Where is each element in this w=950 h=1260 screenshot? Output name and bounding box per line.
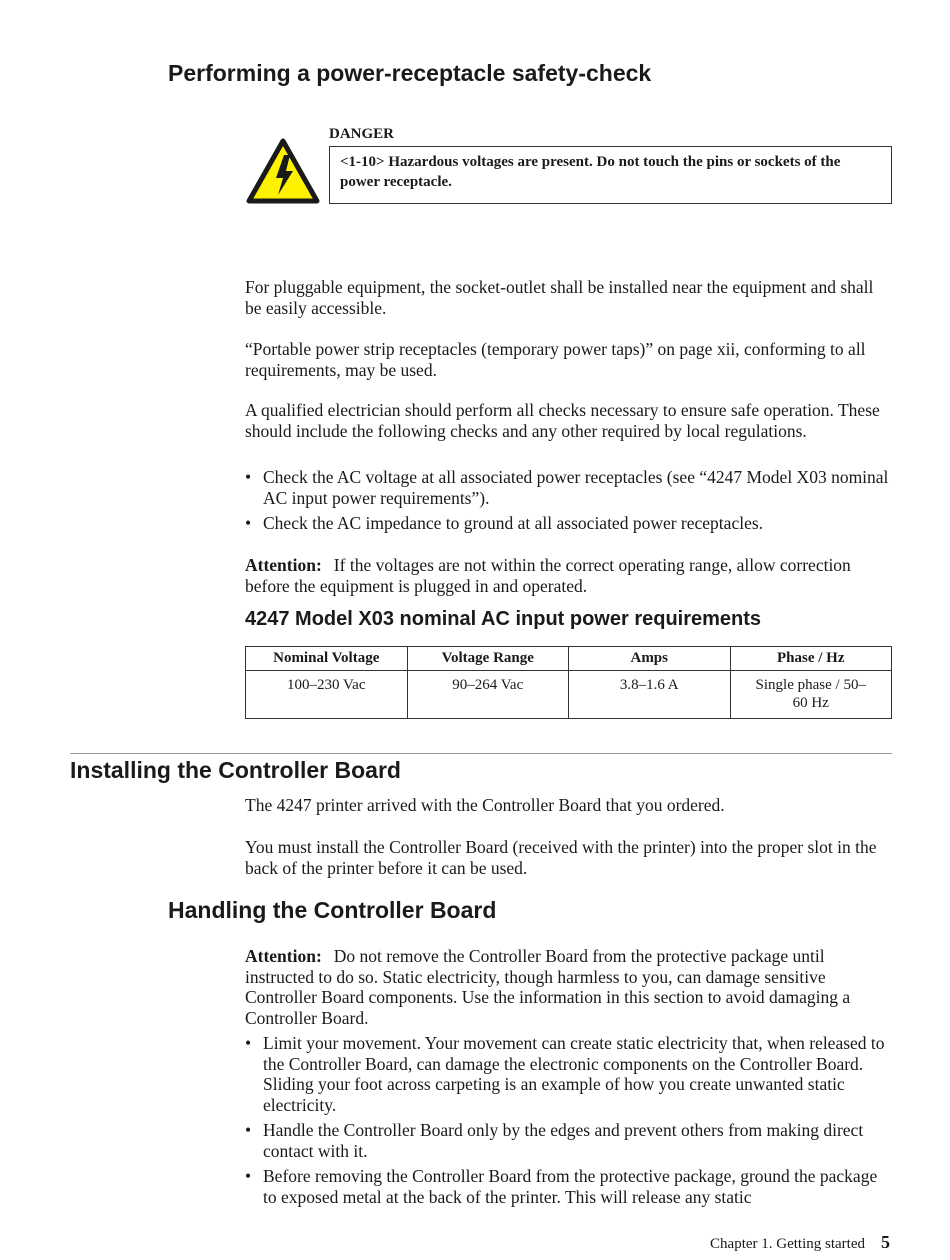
table-row bbox=[246, 671, 892, 719]
page-footer bbox=[710, 1232, 890, 1253]
table-cell: 3.8–1.6 A bbox=[569, 671, 731, 719]
list-item: • Before removing the Controller Board from the protective package, ground the package to exposed metal at the back of the printer. This will release any static bbox=[245, 1166, 893, 1207]
paragraph: “Portable power strip receptacles (temporary power taps)” on page xii, conforming to all requirements, may be used. bbox=[245, 339, 866, 380]
paragraph: A qualified electrician should perform all checks necessary to ensure safe operation. These should include the following checks and any other required by local regulations. bbox=[245, 400, 880, 441]
table-cell: 100–230 Vac bbox=[246, 671, 408, 719]
column-header: Voltage Range bbox=[407, 647, 569, 671]
paragraph: You must install the Controller Board (received with the printer) into the proper slot in the back of the printer before it can be used. bbox=[245, 837, 877, 878]
attention-text: Do not remove the Controller Board from the protective package until instructed to do so. Static electricity, though harmless to you, can damage sensitive Controller Board components. Use the information in this section to avoid damaging a Controller Board. bbox=[245, 946, 851, 1028]
table-cell: 90–264 Vac bbox=[407, 671, 569, 719]
section-title-installing: Installing the Controller Board bbox=[70, 757, 401, 783]
page-number: 5 bbox=[881, 1232, 890, 1252]
list-item: • Check the AC impedance to ground at all associated power receptacles. bbox=[245, 513, 893, 534]
list-item: • Check the AC voltage at all associated power receptacles (see “4247 Model X03 nominal AC input power requirements”). bbox=[245, 467, 893, 508]
table-header-row bbox=[246, 647, 892, 671]
column-header: Phase / Hz bbox=[730, 647, 892, 671]
attention-note bbox=[245, 946, 893, 1028]
power-requirements-table bbox=[245, 646, 892, 719]
section-title-safety-check: Performing a power-receptacle safety-check bbox=[168, 60, 652, 86]
column-header: Amps bbox=[569, 647, 731, 671]
danger-label: DANGER bbox=[329, 126, 395, 142]
table-cell: Single phase / 50–60 Hz bbox=[730, 671, 892, 719]
attention-label: Attention: bbox=[245, 555, 322, 575]
paragraph: For pluggable equipment, the socket-outlet shall be installed near the equipment and shall be easily accessible. bbox=[245, 277, 874, 318]
danger-notice: <1-10> Hazardous voltages are present. Do not touch the pins or sockets of the power receptacle. bbox=[329, 146, 892, 204]
handling-list bbox=[245, 1033, 893, 1212]
chapter-label: Chapter 1. Getting started bbox=[710, 1236, 865, 1252]
section-divider bbox=[70, 753, 892, 754]
paragraph: The 4247 printer arrived with the Controller Board that you ordered. bbox=[245, 795, 725, 815]
attention-note bbox=[245, 555, 893, 596]
table-title: 4247 Model X03 nominal AC input power requirements bbox=[245, 608, 762, 630]
electrical-hazard-icon bbox=[246, 138, 320, 204]
list-item: • Limit your movement. Your movement can create static electricity that, when released to the Controller Board, can damage the electronic components on the Controller Board. Sliding your foot across carpeting is an example of how you create unwanted static electricity. bbox=[245, 1033, 893, 1115]
attention-text: If the voltages are not within the correct operating range, allow correction before the equipment is plugged in and operated. bbox=[245, 555, 851, 596]
section-title-handling: Handling the Controller Board bbox=[168, 897, 497, 923]
column-header: Nominal Voltage bbox=[246, 647, 408, 671]
attention-label: Attention: bbox=[245, 946, 322, 966]
list-item: • Handle the Controller Board only by the edges and prevent others from making direct contact with it. bbox=[245, 1120, 893, 1161]
check-list bbox=[245, 467, 893, 539]
